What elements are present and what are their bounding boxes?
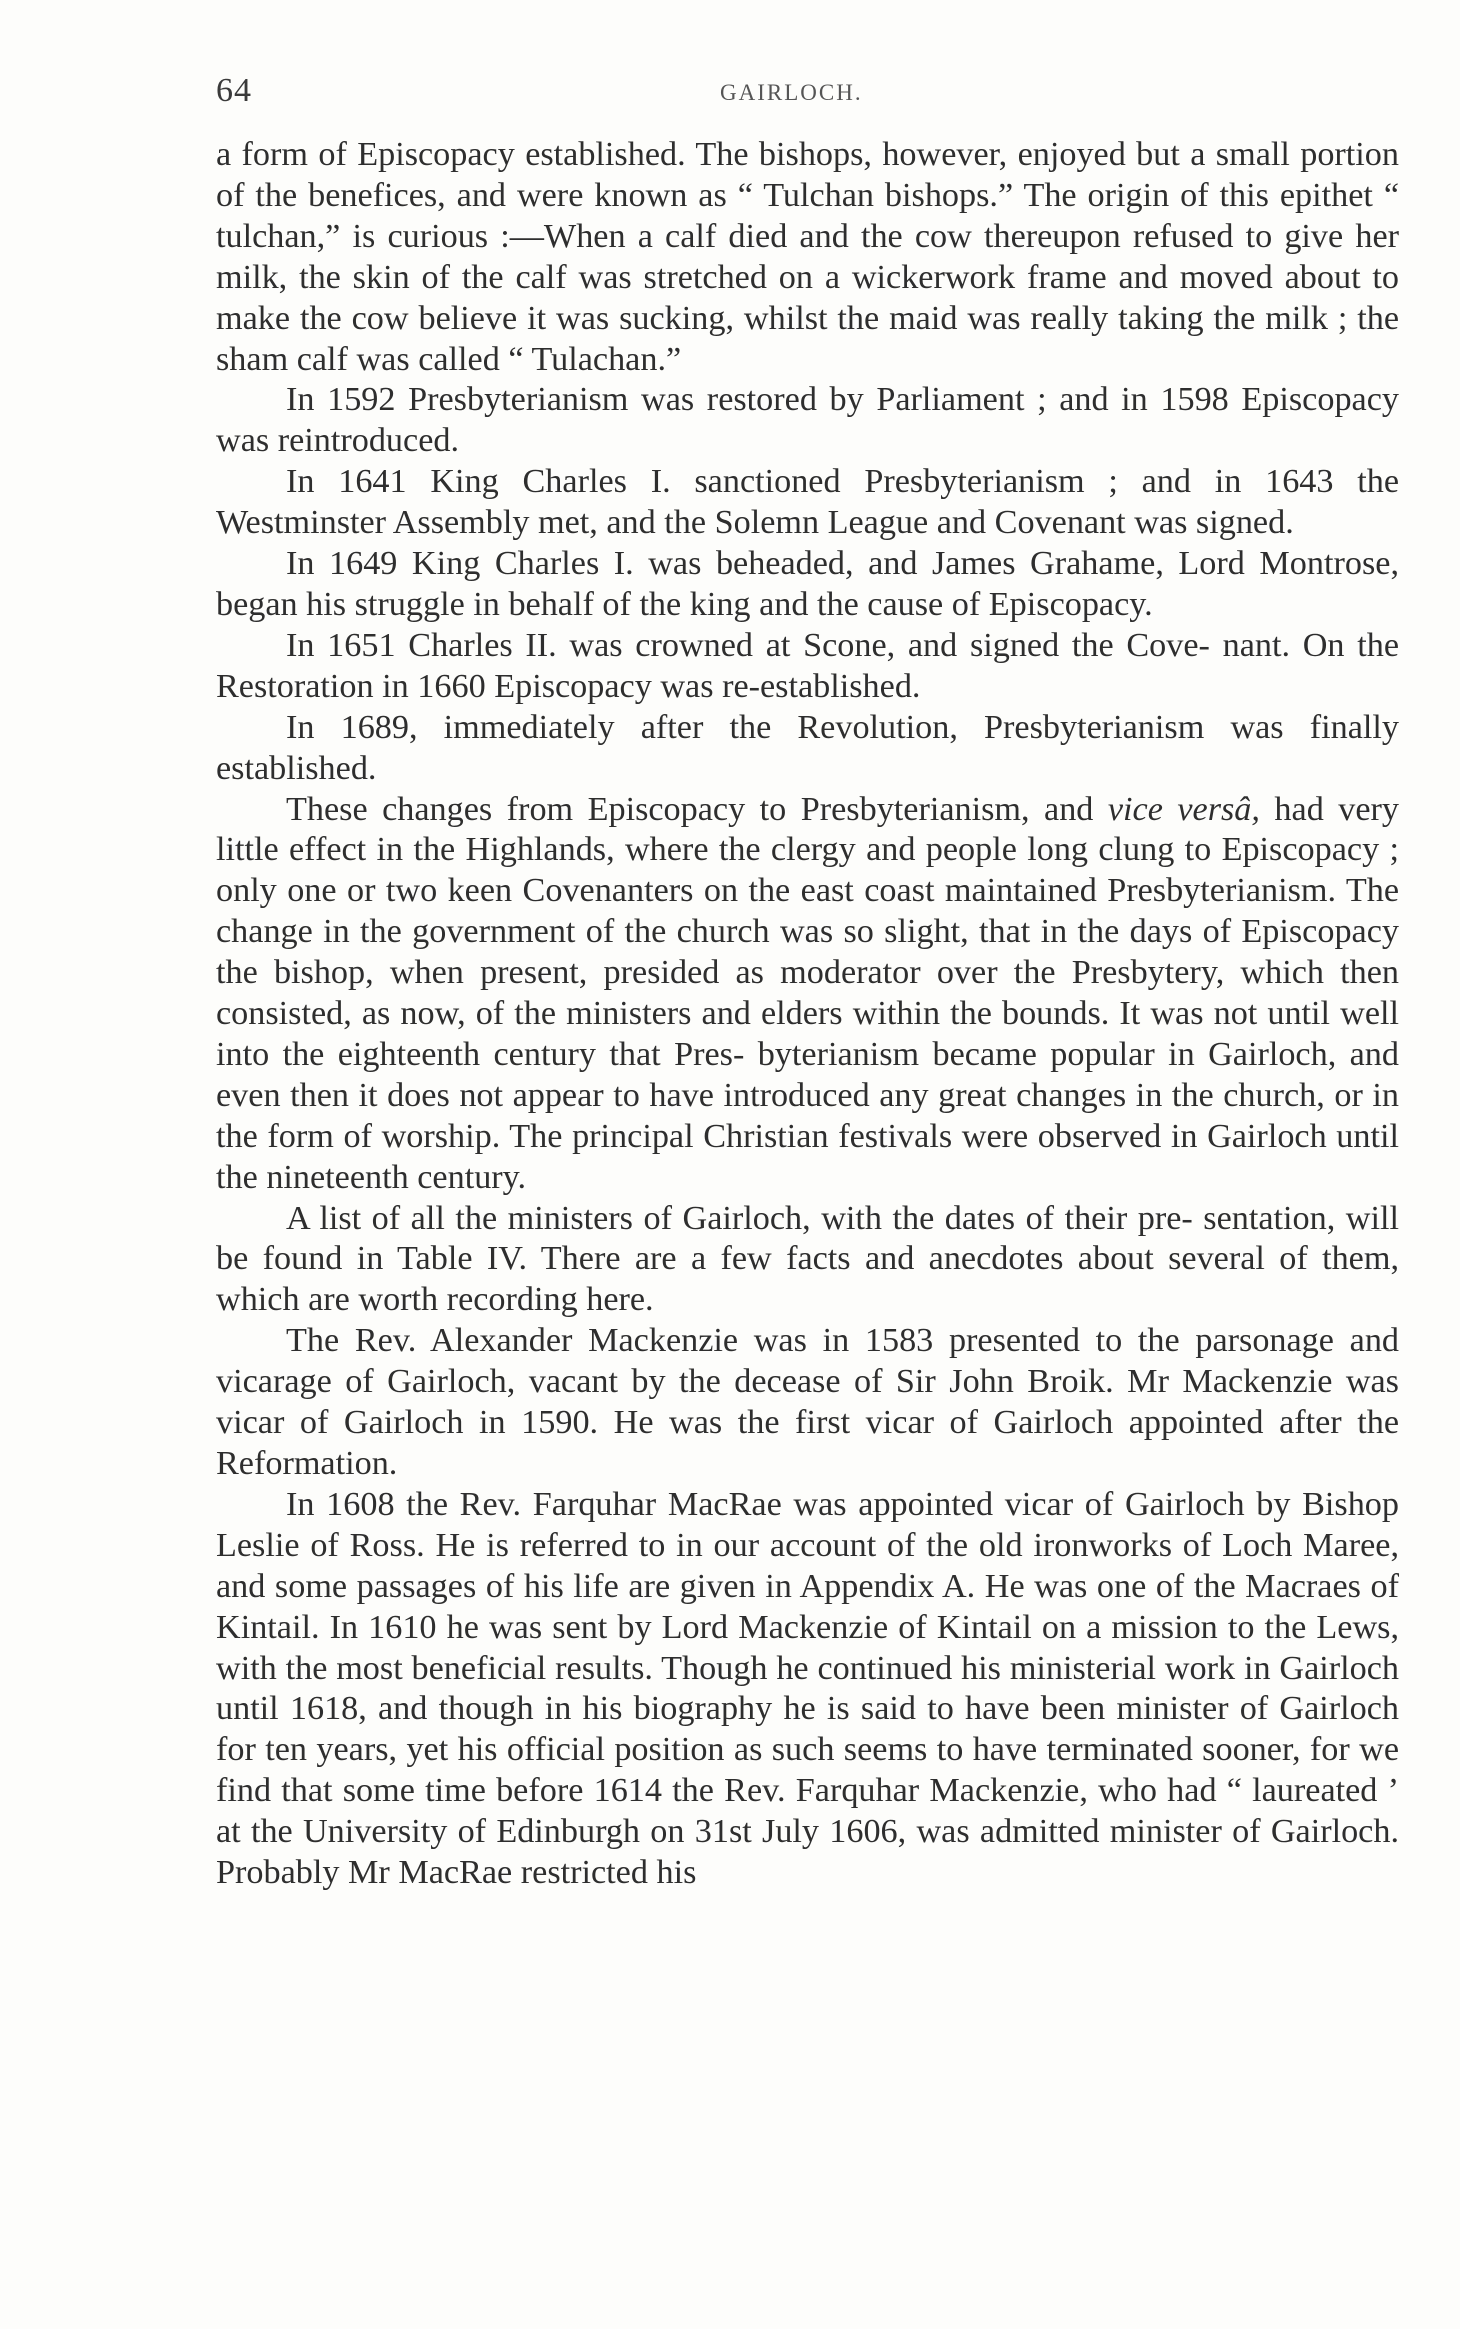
running-head: GAIRLOCH. xyxy=(720,80,863,105)
paragraph-text: had very little effect in the Highlands, where the clergy and people long clung to Episcopacy ; only one or two keen Covenanters on the east coast maintained Presbyterianism. The change in the government of the church was so slight, that in the days of Episcopacy the bishop, when present, presided as moderator over the Presbytery, which then consisted, as now, of the ministers and elders within the bounds. It was not until well into the eighteenth century that Pres- byterianism became popular in Gairloch, and even then it does not appear to have introduced any great changes in the church, or in the form of worship. The principal Christian festivals were observed in Gairloch until the nineteenth century. xyxy=(216,790,1400,1196)
paragraph: In 1649 King Charles I. was beheaded, and James Grahame, Lord Montrose, began his struggle in behalf of the king and the cause of Episcopacy. xyxy=(216,545,1399,623)
paragraph: In 1592 Presbyterianism was restored by Parliament ; and in 1598 Episcopacy was reintroduced. xyxy=(216,381,1399,460)
paragraph: a form of Episcopacy established. The bishops, however, enjoyed but a small portion of the benefices, and were known as “ Tulchan bishops.” The origin of this epithet “ tulchan,” is curious :—When a calf died and the cow thereupon refused to give her milk, the skin of the calf was stretched on a wickerwork frame and moved about to make the cow believe it was sucking, whilst the maid was really taking the milk ; the sham calf was called “ Tulachan.” xyxy=(216,136,1399,378)
paragraph: In 1689, immediately after the Revolution, Presbyterianism was finally established. xyxy=(216,708,1399,787)
page-number: 64 xyxy=(216,72,252,109)
italic-phrase: vice versâ, xyxy=(1107,790,1260,828)
body-text xyxy=(216,135,1399,1894)
paragraph: A list of all the ministers of Gairloch, with the dates of their pre- sentation, will be found in Table IV. There are a few facts and anecdotes about several of them, which are worth recording here. xyxy=(216,1199,1399,1319)
paragraph: In 1641 King Charles I. sanctioned Presbyterianism ; and in 1643 the Westminster Assembly met, and the Solemn League and Covenant was signed. xyxy=(216,463,1399,542)
page-header xyxy=(216,72,1396,122)
paragraph xyxy=(216,790,1399,1199)
paragraph: In 1651 Charles II. was crowned at Scone, and signed the Cove- nant. On the Restoration in 1660 Episcopacy was re-established. xyxy=(216,626,1399,705)
paragraph-text: These changes from Episcopacy to Presbyterianism, and xyxy=(286,790,1108,828)
paragraph: In 1608 the Rev. Farquhar MacRae was appointed vicar of Gairloch by Bishop Leslie of Ross. He is referred to in our account of the old ironworks of Loch Maree, and some passages of his life are given in Appendix A. He was one of the Macraes of Kintail. In 1610 he was sent by Lord Mackenzie of Kintail on a mission to the Lews, with the most beneficial results. Though he continued his ministerial work in Gairloch until 1618, and though in his biography he is said to have been minister of Gairloch for ten years, yet his official position as such seems to have terminated sooner, for we find that some time before 1614 the Rev. Farquhar Mackenzie, who had “ laureated ’ at the University of Edinburgh on 31st July 1606, was admitted minister of Gairloch. Probably Mr MacRae restricted his xyxy=(216,1485,1399,1892)
paragraph: The Rev. Alexander Mackenzie was in 1583 presented to the parsonage and vicarage of Gairloch, vacant by the decease of Sir John Broik. Mr Mackenzie was vicar of Gairloch in 1590. He was the first vicar of Gairloch appointed after the Reformation. xyxy=(216,1322,1399,1482)
